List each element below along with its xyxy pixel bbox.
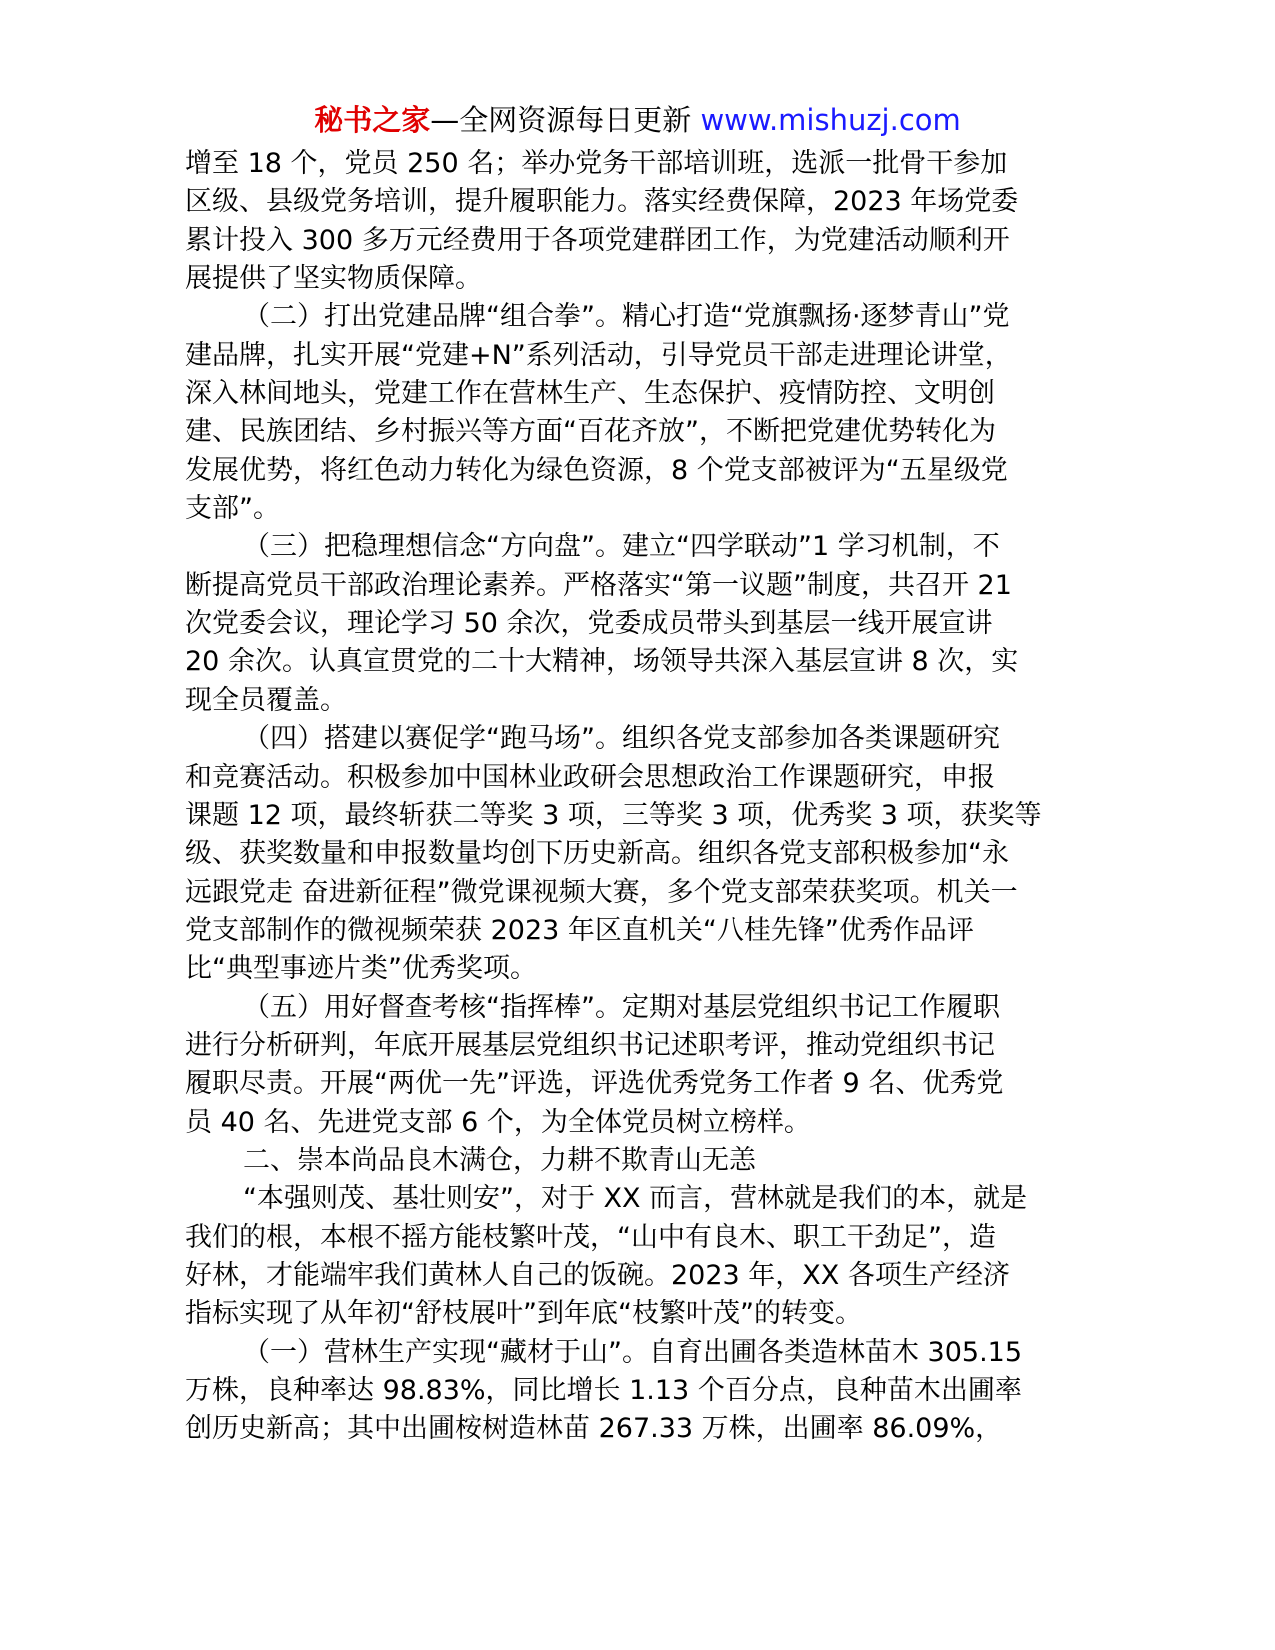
site-url-link[interactable]: www.mishuzj.com — [700, 103, 961, 137]
text-line: 建品牌，扎实开展“党建+N”系列活动，引导党员干部走进理论讲堂， — [185, 339, 1012, 371]
text-line: 增至 18 个，党员 250 名；举办党务干部培训班，选派一批骨干参加 — [185, 148, 1008, 179]
text-line: 建、民族团结、乡村振兴等方面“百花齐放”，不断把党建优势转化为 — [185, 416, 996, 448]
text-line: 指标实现了从年初“舒枝展叶”到年底“枝繁叶茂”的转变。 — [185, 1298, 862, 1330]
text-line: （二）打出党建品牌“组合拳”。精心打造“党旗飘扬·逐梦青山”党 — [243, 301, 1010, 333]
text-line: 好林，才能端牢我们黄林人自己的饭碗。2023 年，XX 各项生产经济 — [185, 1259, 1010, 1291]
text-line: （五）用好督查考核“指挥棒”。定期对基层党组织书记工作履职 — [243, 991, 1000, 1023]
text-line: 课题 12 项，最终斩获二等奖 3 项，三等奖 3 项，优秀奖 3 项，获奖等 — [185, 799, 1042, 831]
text-line: 断提高党员干部政治理论素养。严格落实“第一议题”制度，共召开 21 — [185, 569, 1012, 601]
text-line: 次党委会议，理论学习 50 余次，党委成员带头到基层一线开展宣讲 — [185, 608, 993, 640]
text-line: 员 40 名、先进党支部 6 个，为全体党员树立榜样。 — [185, 1106, 811, 1138]
text-line: 级、获奖数量和申报数量均创下历史新高。组织各党支部积极参加“永 — [185, 838, 1009, 870]
site-header — [0, 100, 1275, 140]
header-tagline: —全网资源每日更新 — [430, 103, 701, 137]
text-line: 20 余次。认真宣贯党的二十大精神，场领导共深入基层宣讲 8 次，实 — [185, 646, 1019, 678]
text-line: 履职尽责。开展“两优一先”评选，评选优秀党务工作者 9 名、优秀党 — [185, 1068, 1004, 1100]
text-line: （四）搭建以赛促学“跑马场”。组织各党支部参加各类课题研究 — [243, 723, 1000, 755]
text-line: 支部”。 — [185, 493, 280, 525]
text-line: 深入林间地头，党建工作在营林生产、生态保护、疫情防控、文明创 — [185, 378, 995, 410]
document-body — [185, 145, 1095, 1449]
text-line: （三）把稳理想信念“方向盘”。建立“四学联动”1 学习机制，不 — [243, 531, 1000, 563]
text-line: 和竞赛活动。积极参加中国林业政研会思想政治工作课题研究，申报 — [185, 761, 995, 793]
text-line: 二、崇本尚品良木满仓，力耕不欺青山无恙 — [243, 1144, 756, 1176]
text-line: 发展优势，将红色动力转化为绿色资源，8 个党支部被评为“五星级党 — [185, 454, 1008, 486]
text-line: 区级、县级党务培训，提升履职能力。落实经费保障，2023 年场党委 — [185, 186, 1019, 218]
text-line: “本强则茂、基壮则安”，对于 XX 而言，营林就是我们的本，就是 — [243, 1183, 1028, 1215]
text-line: （一）营林生产实现“藏材于山”。自育出圃各类造林苗木 305.15 — [243, 1336, 1023, 1368]
text-line: 远跟党走 奋进新征程”微党课视频大赛，多个党支部荣获奖项。机关一 — [185, 876, 1018, 908]
text-line: 累计投入 300 多万元经费用于各项党建群团工作，为党建活动顺利开 — [185, 224, 1010, 256]
text-line: 比“典型事迹片类”优秀奖项。 — [185, 953, 537, 985]
text-line: 我们的根，本根不摇方能枝繁叶茂，“山中有良木、职工干劲足”，造 — [185, 1221, 996, 1253]
text-line: 创历史新高；其中出圃桉树造林苗 267.33 万株，出圃率 86.09%， — [185, 1413, 1003, 1445]
text-line: 万株，良种率达 98.83%，同比增长 1.13 个百分点，良种苗木出圃率 — [185, 1375, 1022, 1406]
text-line: 进行分析研判，年底开展基层党组织书记述职考评，推动党组织书记 — [185, 1029, 995, 1061]
text-line: 党支部制作的微视频荣获 2023 年区直机关“八桂先锋”优秀作品评 — [185, 914, 974, 946]
brand-name: 秘书之家 — [314, 103, 431, 137]
text-line: 展提供了坚实物质保障。 — [185, 263, 482, 295]
text-line: 现全员覆盖。 — [185, 684, 347, 716]
